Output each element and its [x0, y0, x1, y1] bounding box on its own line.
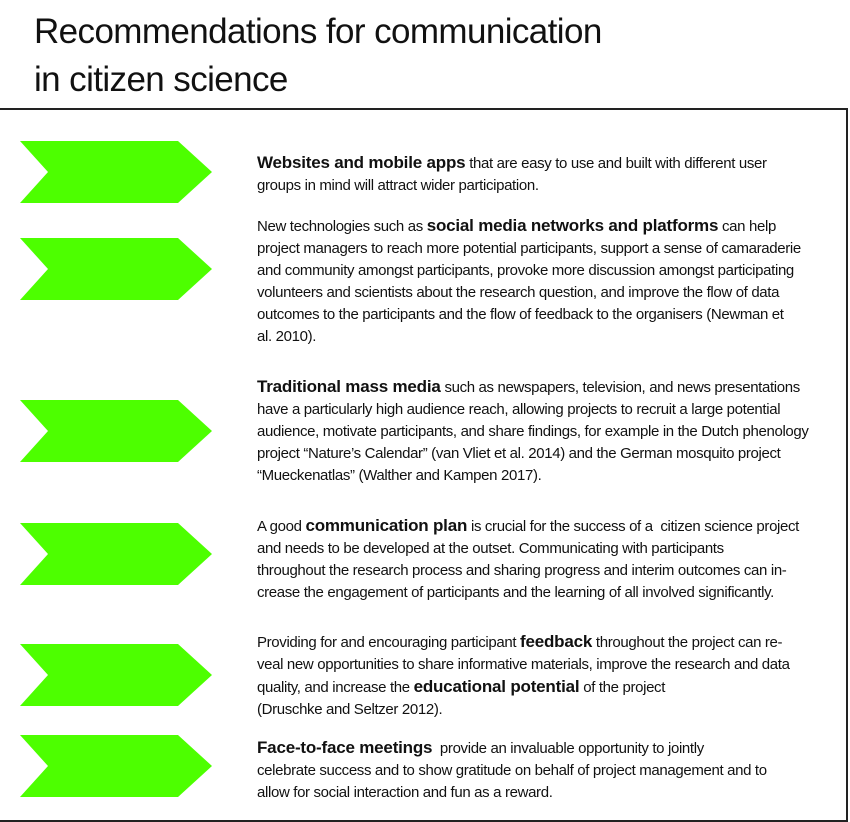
text-run: volunteers and scientists about the research question, and improve the flow of data [257, 284, 780, 301]
page-title-line-1: Recommendations for communication [34, 12, 602, 51]
text-run: audience, motivate participants, and share findings, for example in the Dutch phenology [257, 423, 809, 440]
bold-keyword: communication plan [305, 516, 468, 535]
text-line [257, 376, 837, 399]
text-line [257, 326, 837, 348]
text-run: have a particularly high audience reach, allowing projects to recruit a large potential [257, 401, 781, 418]
recommendation-communication-plan [257, 515, 837, 604]
text-run: Providing for and encouraging participant [257, 634, 520, 651]
bold-keyword: Traditional mass media [257, 377, 441, 396]
green-chevron-arrow-icon [20, 400, 212, 462]
page-title [34, 8, 602, 104]
text-run: project managers to reach more potential participants, support a sense of camaraderie [257, 240, 801, 257]
green-chevron-arrow-icon [20, 644, 212, 706]
bold-keyword: Websites and mobile apps [257, 153, 466, 172]
text-run: that are easy to use and built with different user [465, 155, 767, 172]
bold-keyword: feedback [519, 632, 593, 651]
text-line [257, 676, 837, 699]
text-run: celebrate success and to show gratitude on behalf of project management and to [257, 762, 767, 779]
text-run: and community amongst participants, provoke more discussion amongst participating [257, 262, 794, 279]
text-run: of the project [579, 679, 666, 696]
text-line [257, 215, 837, 238]
green-chevron-arrow-icon [20, 141, 212, 203]
arrow-shape [20, 141, 212, 203]
text-run: and needs to be developed at the outset. Communicating with participants [257, 540, 724, 557]
text-run: (Druschke and Seltzer 2012). [257, 701, 443, 718]
text-run: A good [257, 518, 306, 535]
text-line [257, 282, 837, 304]
text-line [257, 582, 837, 604]
arrow-shape [20, 523, 212, 585]
arrow-shape [20, 400, 212, 462]
text-run: throughout the research process and sharing progress and interim outcomes can in- [257, 562, 787, 579]
text-line [257, 760, 837, 782]
text-line [257, 304, 837, 326]
text-run: New technologies such as [257, 218, 427, 235]
text-line [257, 260, 837, 282]
text-line [257, 538, 837, 560]
text-line [257, 399, 837, 421]
text-line [257, 238, 837, 260]
text-run: crease the engagement of participants and the learning of all involved significantly. [257, 584, 774, 601]
bold-keyword: social media networks and platforms [426, 216, 719, 235]
green-chevron-arrow-icon [20, 523, 212, 585]
arrow-shape [20, 644, 212, 706]
text-line [257, 175, 837, 197]
green-chevron-arrow-icon [20, 238, 212, 300]
text-run: allow for social interaction and fun as a reward. [257, 784, 553, 801]
recommendation-mass-media [257, 376, 837, 487]
text-line [257, 515, 837, 538]
text-run: “Mueckenatlas” (Walther and Kampen 2017). [257, 467, 542, 484]
recommendation-face-to-face [257, 737, 837, 804]
text-run: outcomes to the participants and the flow of feedback to the organisers (Newman et [257, 306, 784, 323]
text-line [257, 737, 837, 760]
recommendation-feedback [257, 631, 837, 721]
text-run: al. 2010). [257, 328, 317, 345]
green-chevron-arrow-icon [20, 735, 212, 797]
text-run: provide an invaluable opportunity to jointly [432, 740, 704, 757]
text-run: groups in mind will attract wider participation. [257, 177, 539, 194]
text-line [257, 782, 837, 804]
page-title-line-2: in citizen science [34, 60, 288, 99]
recommendation-websites-apps [257, 152, 837, 197]
arrow-shape [20, 735, 212, 797]
text-run: project “Nature’s Calendar” (van Vliet et al. 2014) and the German mosquito project [257, 445, 781, 462]
text-line [257, 654, 837, 676]
text-run: veal new opportunities to share informative materials, improve the research and data [257, 656, 790, 673]
text-line [257, 465, 837, 487]
text-line [257, 631, 837, 654]
bold-keyword: educational potential [413, 677, 580, 696]
text-line [257, 421, 837, 443]
text-run: can help [718, 218, 776, 235]
arrow-shape [20, 238, 212, 300]
bold-keyword: Face-to-face meetings [257, 738, 433, 757]
text-run: quality, and increase the [257, 679, 414, 696]
text-line [257, 152, 837, 175]
recommendation-social-media [257, 215, 837, 348]
text-line [257, 443, 837, 465]
text-line [257, 560, 837, 582]
text-run: such as newspapers, television, and news presentations [440, 379, 800, 396]
text-run: is crucial for the success of a citizen science project [467, 518, 800, 535]
text-line [257, 699, 837, 721]
text-run: throughout the project can re- [592, 634, 783, 651]
